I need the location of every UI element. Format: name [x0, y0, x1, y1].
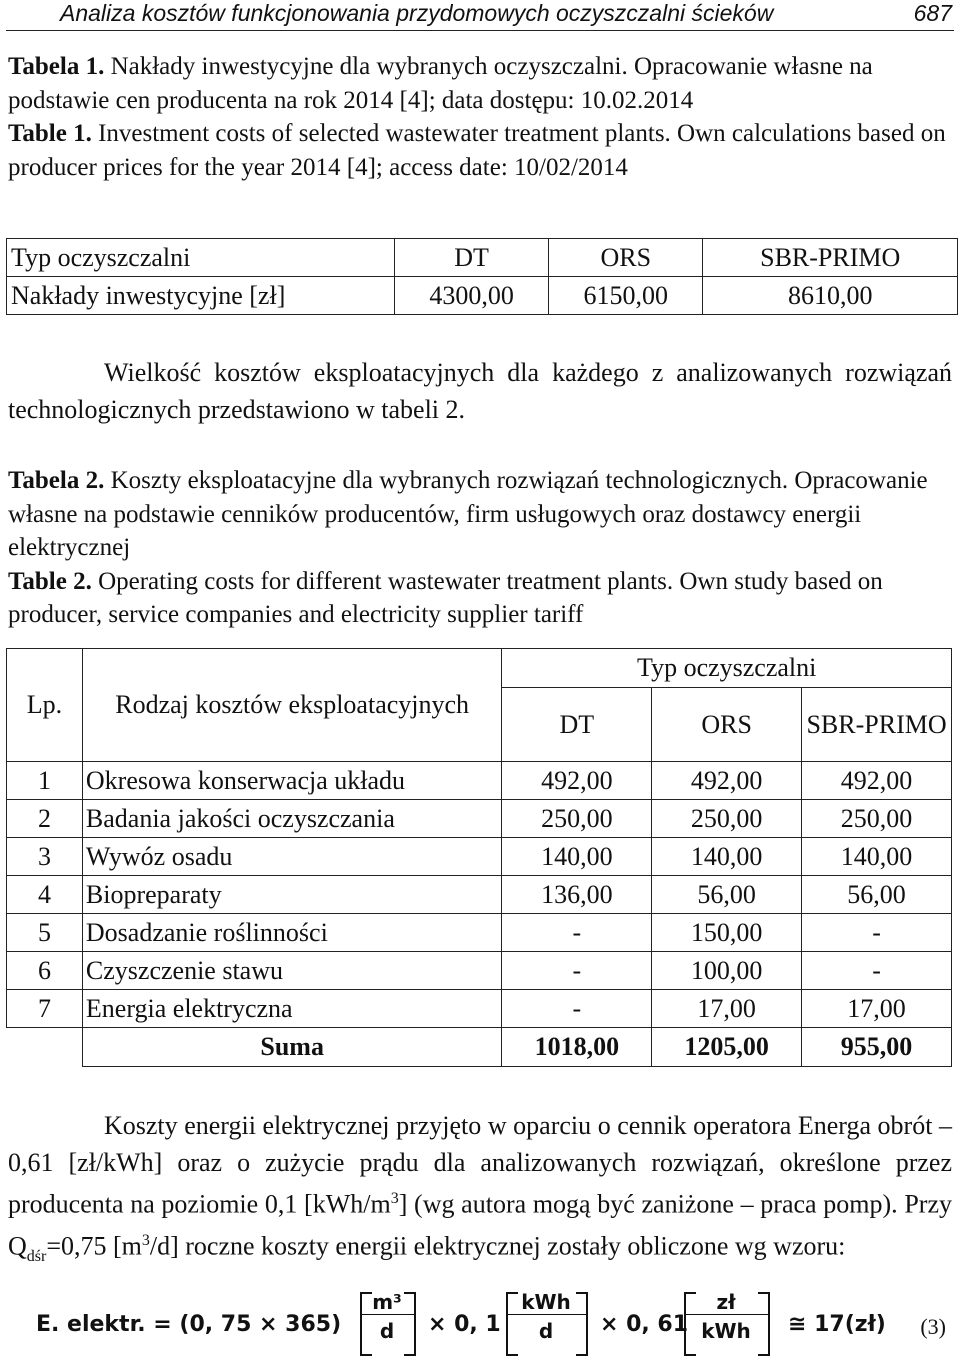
row-sbr: 250,00	[802, 800, 952, 838]
row-cost-name: Energia elektryczna	[82, 990, 501, 1028]
operating-costs-table	[6, 648, 952, 1067]
table1-row	[7, 277, 958, 315]
bracket-right	[576, 1292, 588, 1356]
header-dt: DT	[502, 688, 652, 762]
paragraph-2-sup1: 3	[390, 1190, 399, 1207]
page-number: 687	[913, 0, 952, 26]
row-dt: -	[502, 914, 652, 952]
fraction-kwh-d	[506, 1290, 586, 1343]
bracket-right	[404, 1292, 416, 1356]
row-number: 7	[7, 990, 83, 1028]
table2-row	[7, 952, 952, 990]
table1-header-cell: Typ oczyszczalni	[7, 239, 395, 277]
table2-caption	[8, 464, 952, 632]
fraction-den: d	[538, 1319, 554, 1343]
row-ors: 17,00	[652, 990, 802, 1028]
table2-row	[7, 876, 952, 914]
eq-mid1: × 0, 1	[428, 1312, 501, 1337]
row-ors: 56,00	[652, 876, 802, 914]
row-sbr: -	[802, 952, 952, 990]
eq-lhs: E. elektr. = (0, 75 × 365)	[36, 1312, 342, 1337]
paragraph-2-sub: dśr	[26, 1248, 47, 1265]
paragraph-2	[8, 1108, 952, 1276]
table2-sum-row	[7, 1028, 952, 1067]
eq-mid2: × 0, 61	[600, 1312, 689, 1337]
eq-rhs: ≅ 17(zł)	[788, 1312, 886, 1337]
fraction-zl-kwh	[684, 1290, 768, 1343]
paragraph-2-c: =0,75 [m	[46, 1231, 142, 1261]
table1-caption-pl-label: Tabela 1.	[8, 53, 105, 80]
table2-row	[7, 800, 952, 838]
table2-row	[7, 838, 952, 876]
row-ors: 492,00	[652, 762, 802, 800]
row-sbr: -	[802, 914, 952, 952]
header-ors: ORS	[652, 688, 802, 762]
table1-header-cell: DT	[395, 239, 549, 277]
paragraph-2-d: /d] roczne koszty energii elektrycznej zostały obliczone wg wzoru:	[149, 1231, 846, 1261]
investment-table	[6, 238, 958, 315]
table1-cell: 4300,00	[395, 277, 549, 315]
table1-header-cell: SBR-PRIMO	[703, 239, 958, 277]
fraction-num: kWh	[506, 1290, 586, 1315]
table2-caption-en-label: Table 2.	[8, 567, 92, 595]
table1-cell: Nakłady inwestycyjne [zł]	[7, 277, 395, 315]
row-number: 2	[7, 800, 83, 838]
table2-caption-pl-label: Tabela 2.	[8, 467, 105, 494]
sum-empty	[7, 1028, 83, 1067]
table1-caption-en: Investment costs of selected wastewater treatment plants. Own calculations based on producer prices for the year 2014 [4]; access date: 10/02/2014	[8, 120, 946, 181]
paragraph-2-sup2: 3	[141, 1232, 150, 1250]
fraction-num: zł	[684, 1290, 768, 1315]
table2-header-row	[7, 649, 952, 688]
header-sbr: SBR-PRIMO	[802, 688, 952, 762]
sum-label: Suma	[82, 1028, 501, 1067]
row-ors: 150,00	[652, 914, 802, 952]
row-cost-name: Wywóz osadu	[82, 838, 501, 876]
row-sbr: 56,00	[802, 876, 952, 914]
sum-sbr: 955,00	[802, 1028, 952, 1067]
running-header	[6, 0, 954, 31]
row-dt: -	[502, 990, 652, 1028]
bracket-right	[758, 1292, 770, 1356]
row-ors: 250,00	[652, 800, 802, 838]
row-number: 3	[7, 838, 83, 876]
table2-row	[7, 990, 952, 1028]
table2-caption-pl: Koszty eksploatacyjne dla wybranych rozwiązań technologicznych. Opracowanie własne na podstawie cenników producentów, firm usługowych oraz dostawcy energii elektrycznej	[8, 467, 928, 561]
row-cost-name: Biopreparaty	[82, 876, 501, 914]
row-dt: 140,00	[502, 838, 652, 876]
row-ors: 100,00	[652, 952, 802, 990]
row-sbr: 140,00	[802, 838, 952, 876]
row-dt: 492,00	[502, 762, 652, 800]
row-cost-name: Badania jakości oczyszczania	[82, 800, 501, 838]
row-number: 6	[7, 952, 83, 990]
table1-caption	[8, 50, 952, 184]
header-cost-kind: Rodzaj kosztów eksploatacyjnych	[82, 649, 501, 762]
table1-caption-en-label: Table 1.	[8, 120, 92, 147]
paragraph-1: Wielkość kosztów eksploatacyjnych dla każdego z analizowanych rozwiązań technologicznych przedstawiono w tabeli 2.	[8, 358, 952, 424]
table1-caption-pl: Nakłady inwestycyjne dla wybranych oczyszczalni. Opracowanie własne na podstawie cen producenta na rok 2014 [4]; data dostępu: 10.02.2014	[8, 53, 873, 114]
header-lp: Lp.	[7, 649, 83, 762]
row-ors: 140,00	[652, 838, 802, 876]
row-cost-name: Czyszczenie stawu	[82, 952, 501, 990]
row-number: 5	[7, 914, 83, 952]
row-number: 1	[7, 762, 83, 800]
equation-3	[36, 1290, 946, 1362]
paragraph-2-a: Koszty energii elektrycznej przyjęto w oparciu o cennik operatora Energa obrót – 0,61 [zł/kWh] oraz o zużycie prądu dla analizowanych rozwiązań, określone przez producenta na poziomie 0,1 [kWh/m	[8, 1111, 952, 1219]
running-title: Analiza kosztów funkcjonowania przydomowych oczyszczalni ścieków	[60, 0, 774, 26]
table2-row	[7, 914, 952, 952]
sum-ors: 1205,00	[652, 1028, 802, 1067]
row-cost-name: Dosadzanie roślinności	[82, 914, 501, 952]
sum-dt: 1018,00	[502, 1028, 652, 1067]
paragraph-2-b: ] (wg autora mogą być zaniżone – praca pomp). Przy Q	[8, 1189, 952, 1261]
header-plant-type: Typ oczyszczalni	[502, 649, 952, 688]
row-dt: 136,00	[502, 876, 652, 914]
table1-header-cell: ORS	[549, 239, 703, 277]
fraction-num: m³	[360, 1290, 414, 1315]
row-cost-name: Okresowa konserwacja układu	[82, 762, 501, 800]
fraction-den: kWh	[701, 1319, 751, 1343]
row-number: 4	[7, 876, 83, 914]
row-dt: -	[502, 952, 652, 990]
table1-cell: 6150,00	[549, 277, 703, 315]
table1-header-row	[7, 239, 958, 277]
table2-caption-en: Operating costs for different wastewater treatment plants. Own study based on producer, service companies and electricity supplier tariff	[8, 567, 883, 628]
row-sbr: 17,00	[802, 990, 952, 1028]
table1-cell: 8610,00	[703, 277, 958, 315]
row-sbr: 492,00	[802, 762, 952, 800]
table2-row	[7, 762, 952, 800]
equation-number: (3)	[920, 1314, 946, 1339]
fraction-den: d	[379, 1319, 395, 1343]
row-dt: 250,00	[502, 800, 652, 838]
